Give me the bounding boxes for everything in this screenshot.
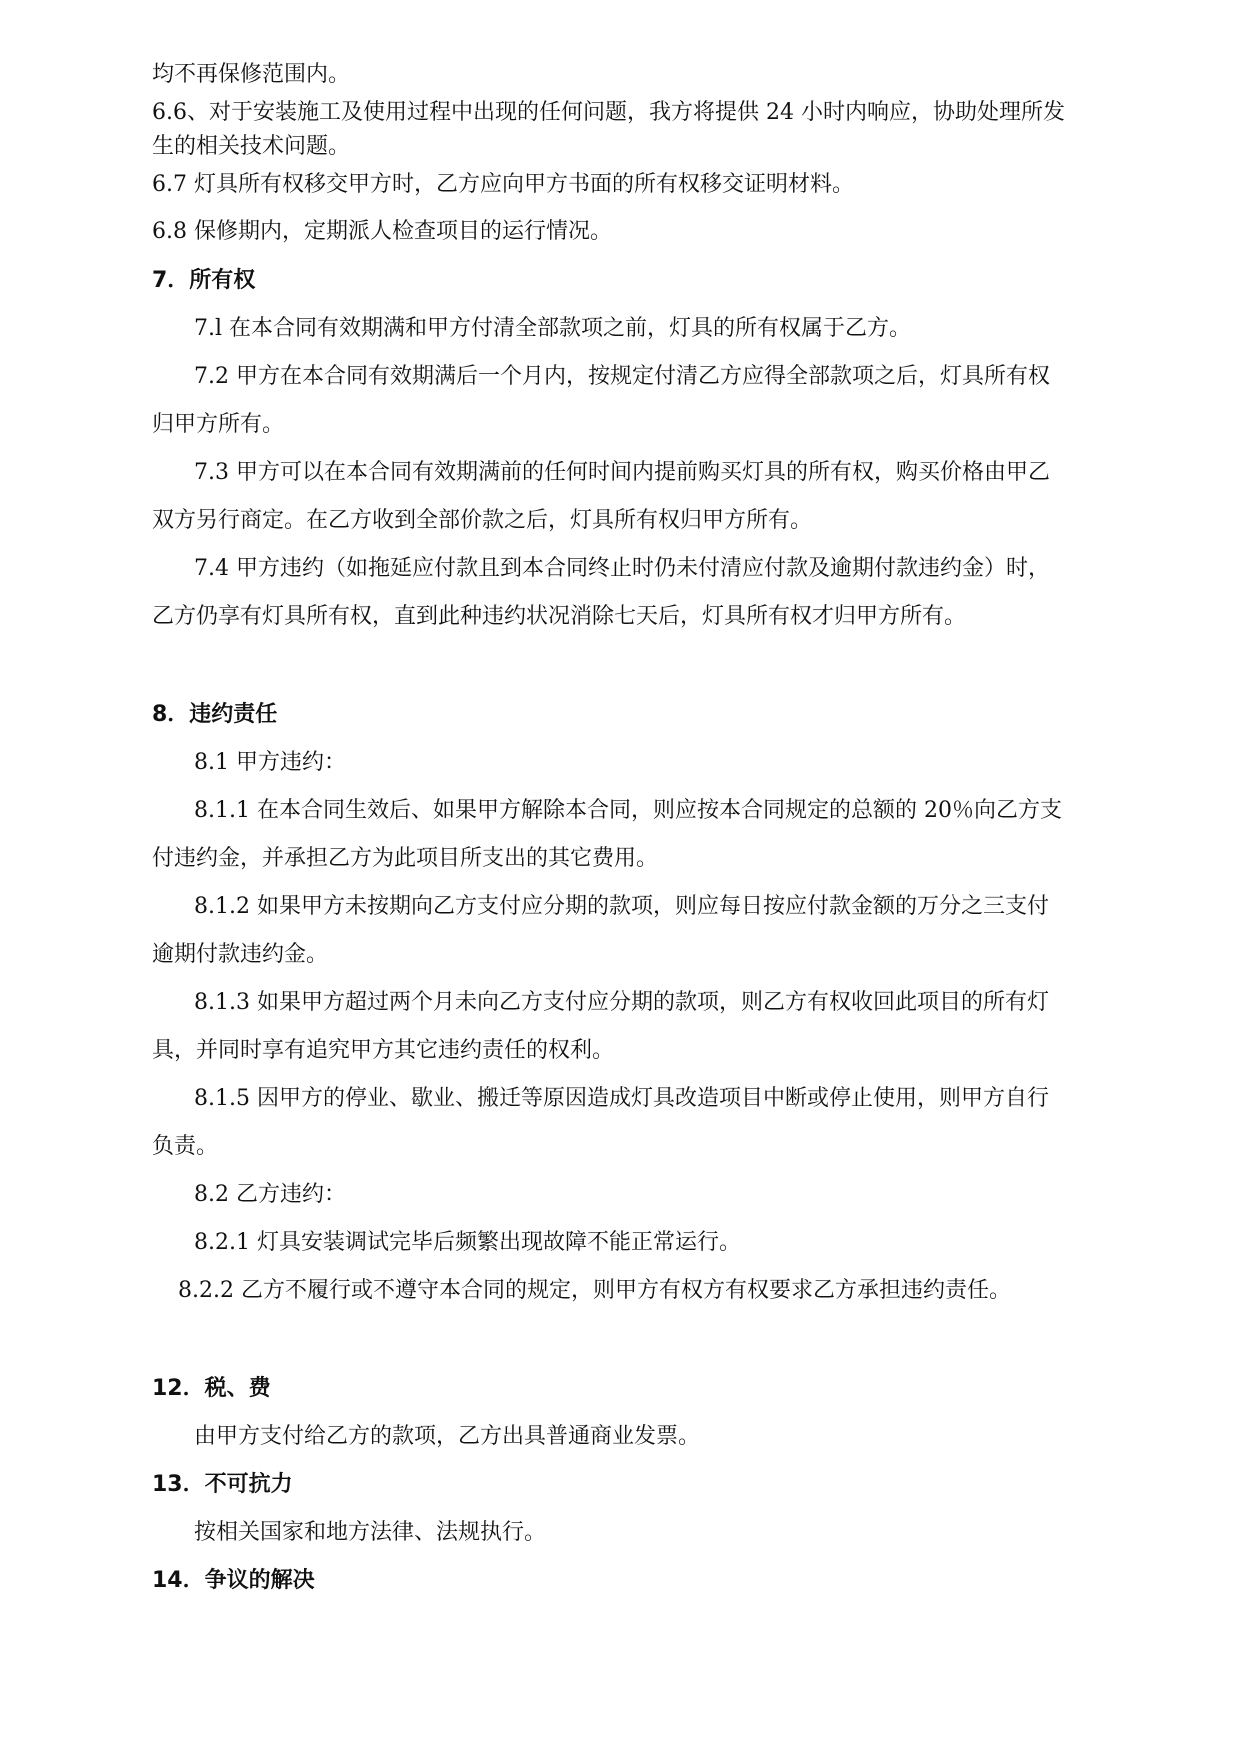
clause-13-text: 按相关国家和地方法律、法规执行。 (194, 1520, 547, 1545)
clause-6-7: 6.7 灯具所有权移交甲方时，乙方应向甲方书面的所有权移交证明材料。 (152, 172, 854, 197)
clause-7-1: 7.l 在本合同有效期满和甲方付清全部款项之前，灯具的所有权属于乙方。 (194, 316, 912, 341)
clause-8-1-1-line-1: 8.1.1 在本合同生效后、如果甲方解除本合同，则应按本合同规定的总额的 20％向乙方支 (194, 798, 1062, 823)
section-14-heading: 14．争议的解决 (152, 1568, 315, 1593)
clause-7-3-line-2: 双方另行商定。在乙方收到全部价款之后，灯具所有权归甲方所有。 (152, 508, 813, 533)
clause-8-2: 8.2 乙方违约： (194, 1182, 346, 1207)
section-13-heading: 13．不可抗力 (152, 1472, 293, 1497)
clause-8-1-5-line-2: 负责。 (152, 1134, 219, 1159)
clause-7-2-line-2: 归甲方所有。 (152, 412, 285, 437)
clause-6-6-line-2: 生的相关技术问题。 (152, 134, 351, 159)
clause-12-text: 由甲方支付给乙方的款项，乙方出具普通商业发票。 (194, 1424, 701, 1449)
clause-7-2-line-1: 7.2 甲方在本合同有效期满后一个月内，按规定付清乙方应得全部款项之后，灯具所有权 (194, 364, 1050, 389)
section-8-heading: 8．违约责任 (152, 702, 278, 727)
section-6-continuation: 均不再保修范围内。 (152, 62, 351, 87)
clause-8-1-3-line-1: 8.1.3 如果甲方超过两个月未向乙方支付应分期的款项，则乙方有权收回此项目的所有灯 (194, 990, 1049, 1015)
clause-8-1-3-line-2: 具，并同时享有追究甲方其它违约责任的权利。 (152, 1038, 615, 1063)
clause-8-2-1: 8.2.1 灯具安装调试完毕后频繁出现故障不能正常运行。 (194, 1230, 741, 1255)
clause-8-1: 8.1 甲方违约： (194, 750, 346, 775)
clause-8-2-2: 8.2.2 乙方不履行或不遵守本合同的规定，则甲方有权方有权要求乙方承担违约责任。 (178, 1278, 1011, 1303)
section-7-heading: 7．所有权 (152, 268, 256, 293)
clause-7-4-line-1: 7.4 甲方违约（如拖延应付款且到本合同终止时仍未付清应付款及逾期付款违约金）时， (194, 556, 1050, 581)
clause-8-1-2-line-1: 8.1.2 如果甲方未按期向乙方支付应分期的款项，则应每日按应付款金额的万分之三支付 (194, 894, 1049, 919)
clause-8-1-1-line-2: 付违约金，并承担乙方为此项目所支出的其它费用。 (152, 846, 659, 871)
section-12-heading: 12．税、费 (152, 1376, 271, 1401)
clause-7-3-line-1: 7.3 甲方可以在本合同有效期满前的任何时间内提前购买灯具的所有权，购买价格由甲乙 (194, 460, 1050, 485)
clause-8-1-2-line-2: 逾期付款违约金。 (152, 942, 329, 967)
clause-8-1-5-line-1: 8.1.5 因甲方的停业、歇业、搬迁等原因造成灯具改造项目中断或停止使用，则甲方自行 (194, 1086, 1049, 1111)
clause-7-4-line-2: 乙方仍享有灯具所有权，直到此种违约状况消除七天后，灯具所有权才归甲方所有。 (152, 604, 967, 629)
clause-6-8: 6.8 保修期内，定期派人检查项目的运行情况。 (152, 219, 612, 244)
clause-6-6-line-1: 6.6、对于安装施工及使用过程中出现的任何问题，我方将提供 24 小时内响应，协助处理所发 (152, 100, 1065, 125)
